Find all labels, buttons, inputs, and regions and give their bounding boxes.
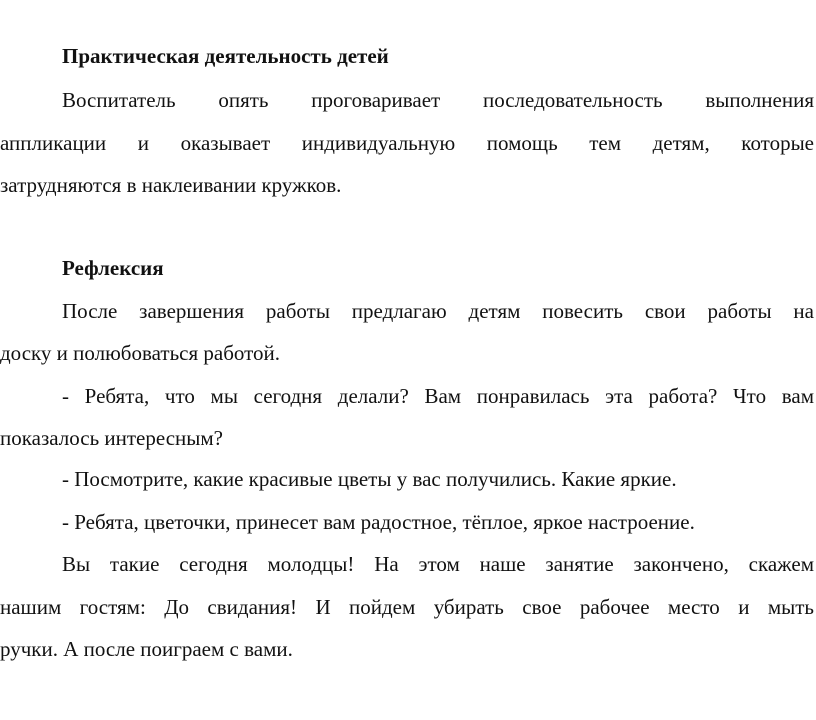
paragraph-line: Воспитатель опять проговаривает последовательность выполнения <box>62 88 814 112</box>
paragraph-line: После завершения работы предлагаю детям повесить свои работы на <box>62 299 814 323</box>
paragraph-line: ручки. А после поиграем с вами. <box>0 637 293 661</box>
paragraph-line: аппликации и оказывает индивидуальную помощь тем детям, которые <box>0 131 814 155</box>
dialogue-line: показалось интересным? <box>0 426 223 450</box>
dialogue-line: - Посмотрите, какие красивые цветы у вас получились. Какие яркие. <box>62 467 677 491</box>
paragraph-line: затрудняются в наклеивании кружков. <box>0 173 342 197</box>
dialogue-line: - Ребята, цветочки, принесет вам радостное, тёплое, яркое настроение. <box>62 510 695 534</box>
paragraph-line: доску и полюбоваться работой. <box>0 341 281 365</box>
section-heading-practical-activity: Практическая деятельность детей <box>62 44 389 68</box>
paragraph-line: нашим гостям: До свидания! И пойдем убирать свое рабочее место и мыть <box>0 595 814 619</box>
dialogue-line: - Ребята, что мы сегодня делали? Вам понравилась эта работа? Что вам <box>62 384 814 408</box>
paragraph-line: Вы такие сегодня молодцы! На этом наше занятие закончено, скажем <box>62 552 814 576</box>
section-heading-reflection: Рефлексия <box>62 256 164 280</box>
